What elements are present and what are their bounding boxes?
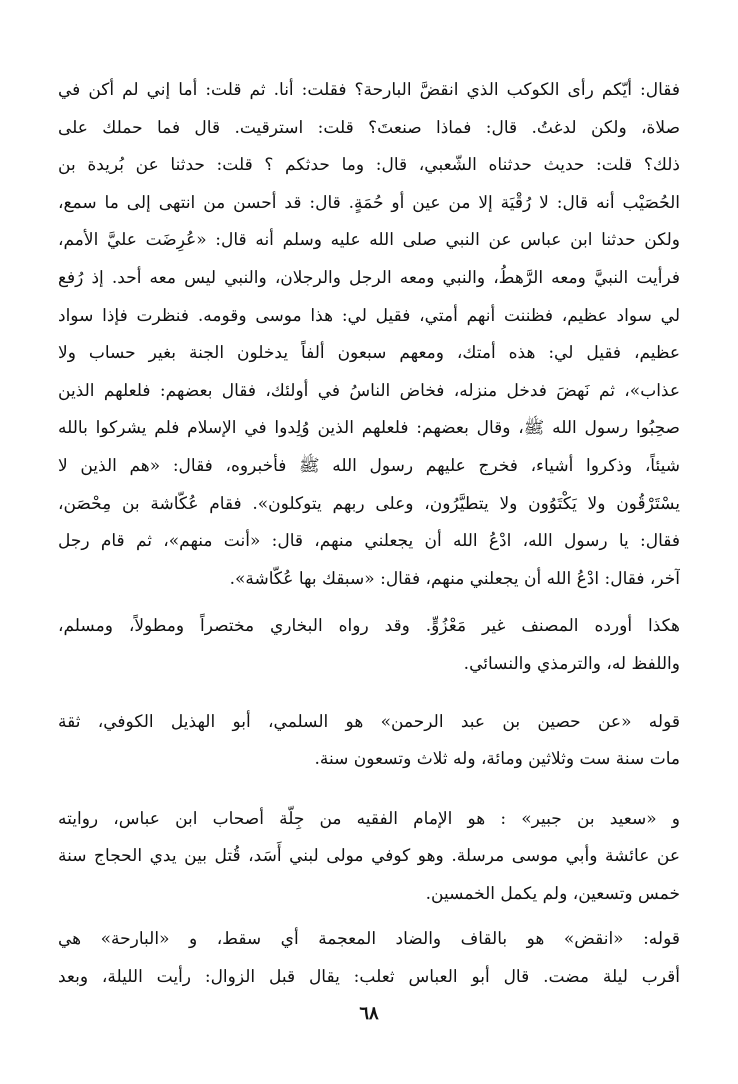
text-line: ولكن حدثنا ابن عباس عن النبي صلى الله عليه وسلم أنه قال: «عُرِضَت عليَّ الأمم، <box>58 230 680 251</box>
narration-paragraph <box>58 608 680 683</box>
text-line: أقرب ليلة مضت. قال أبو العباس ثعلب: يقال قبل الزوال: رأيت الليلة، وبعد <box>58 967 680 988</box>
text-line: مات سنة ست وثلاثين ومائة، وله ثلاث وتسعون سنة. <box>314 749 680 770</box>
text-line: صلاة، ولكن لدغتُ. قال: فماذا صنعتَ؟ قلت: استرقيت. قال فما حملك على <box>58 117 680 138</box>
text-line: ذلك؟ قلت: حديث حدثناه الشّعبي، قال: وما حدثكم ؟ قلت: حدثنا عن بُريدة بن <box>58 155 680 176</box>
text-line: و «سعيد بن جبير» : هو الإمام الفقيه من جِلّة أصحاب ابن عباس، روايته <box>58 808 680 829</box>
text-line: فرأيت النبيَّ ومعه الرَّهطُ، والنبي ومعه الرجل والرجلان، والنبي ليس معه أحد. إذ رُفع <box>58 267 680 288</box>
text-line: لي سواد عظيم، فظننت أنهم أمتي، فقيل لي: هذا موسى وقومه. فنظرت فإذا سواد <box>58 305 680 326</box>
text-line: فقال: يا رسول الله، ادْعُ الله أن يجعلني منهم، قال: «أنت منهم»، ثم قام رجل <box>58 531 680 552</box>
text-line: يسْتَرْقُون ولا يَكْتَوُون ولا يتطيَّرُون، وعلى ربهم يتوكلون». فقام عُكّاشة بن مِحْصَن، <box>58 493 680 514</box>
text-line: عظيم، فقيل لي: هذه أمتك، ومعهم سبعون ألفاً يدخلون الجنة بغير حساب ولا <box>58 343 680 364</box>
text-line: شيئاً، وذكروا أشياء، فخرج عليهم رسول الله ﷺ فأخبروه، فقال: «هم الذين لا <box>58 455 680 476</box>
text-line: قوله: «انقض» هو بالقاف والضاد المعجمة أي سقط، و «البارحة» هي <box>58 929 680 950</box>
text-line: صحِبُوا رسول الله ﷺ، وقال بعضهم: فلعلهم الذين وُلِدوا في الإسلام فلم يشركوا بالله <box>58 418 680 439</box>
text-line: هكذا أورده المصنف غير مَعْزُوٍّ. وقد رواه البخاري مختصراً ومطولاً، ومسلم، <box>58 616 680 637</box>
text-line: عن عائشة وأبي موسى مرسلة. وهو كوفي مولى لبني أَسَد، قُتل بين يدي الحجاج سنة <box>58 846 680 867</box>
husayn-paragraph <box>58 704 680 779</box>
text-line: عذاب»، ثم نَهضَ فدخل منزله، فخاض الناسُ في أولئك، فقال بعضهم: فلعلهم الذين <box>58 380 680 401</box>
page-number: ٦٨ <box>359 1003 379 1024</box>
text-line: آخر، فقال: ادْعُ الله أن يجعلني منهم، فقال: «سبقك بها عُكّاشة». <box>229 568 680 589</box>
page-body <box>58 68 680 997</box>
saeed-paragraph <box>58 801 680 914</box>
text-line: فقال: أيّكم رأى الكوكب الذي انقضَّ البارحة؟ فقلت: أنا. ثم قلت: أما إني لم أكن في <box>58 80 680 100</box>
inqadda-paragraph <box>58 921 680 996</box>
text-line: الحُصَيْب أنه قال: لا رُقْيَة إلا من عين أو حُمَةٍ. قال: قد أحسن من انتهى إلى ما سمع، <box>58 192 680 213</box>
text-line: خمس وتسعين، ولم يكمل الخمسين. <box>425 883 680 904</box>
text-line: قوله «عن حصين بن عبد الرحمن» هو السلمي، أبو الهذيل الكوفي، ثقة <box>58 711 680 732</box>
hadith-paragraph <box>58 72 680 598</box>
text-line: واللفظ له، والترمذي والنسائي. <box>463 653 680 674</box>
